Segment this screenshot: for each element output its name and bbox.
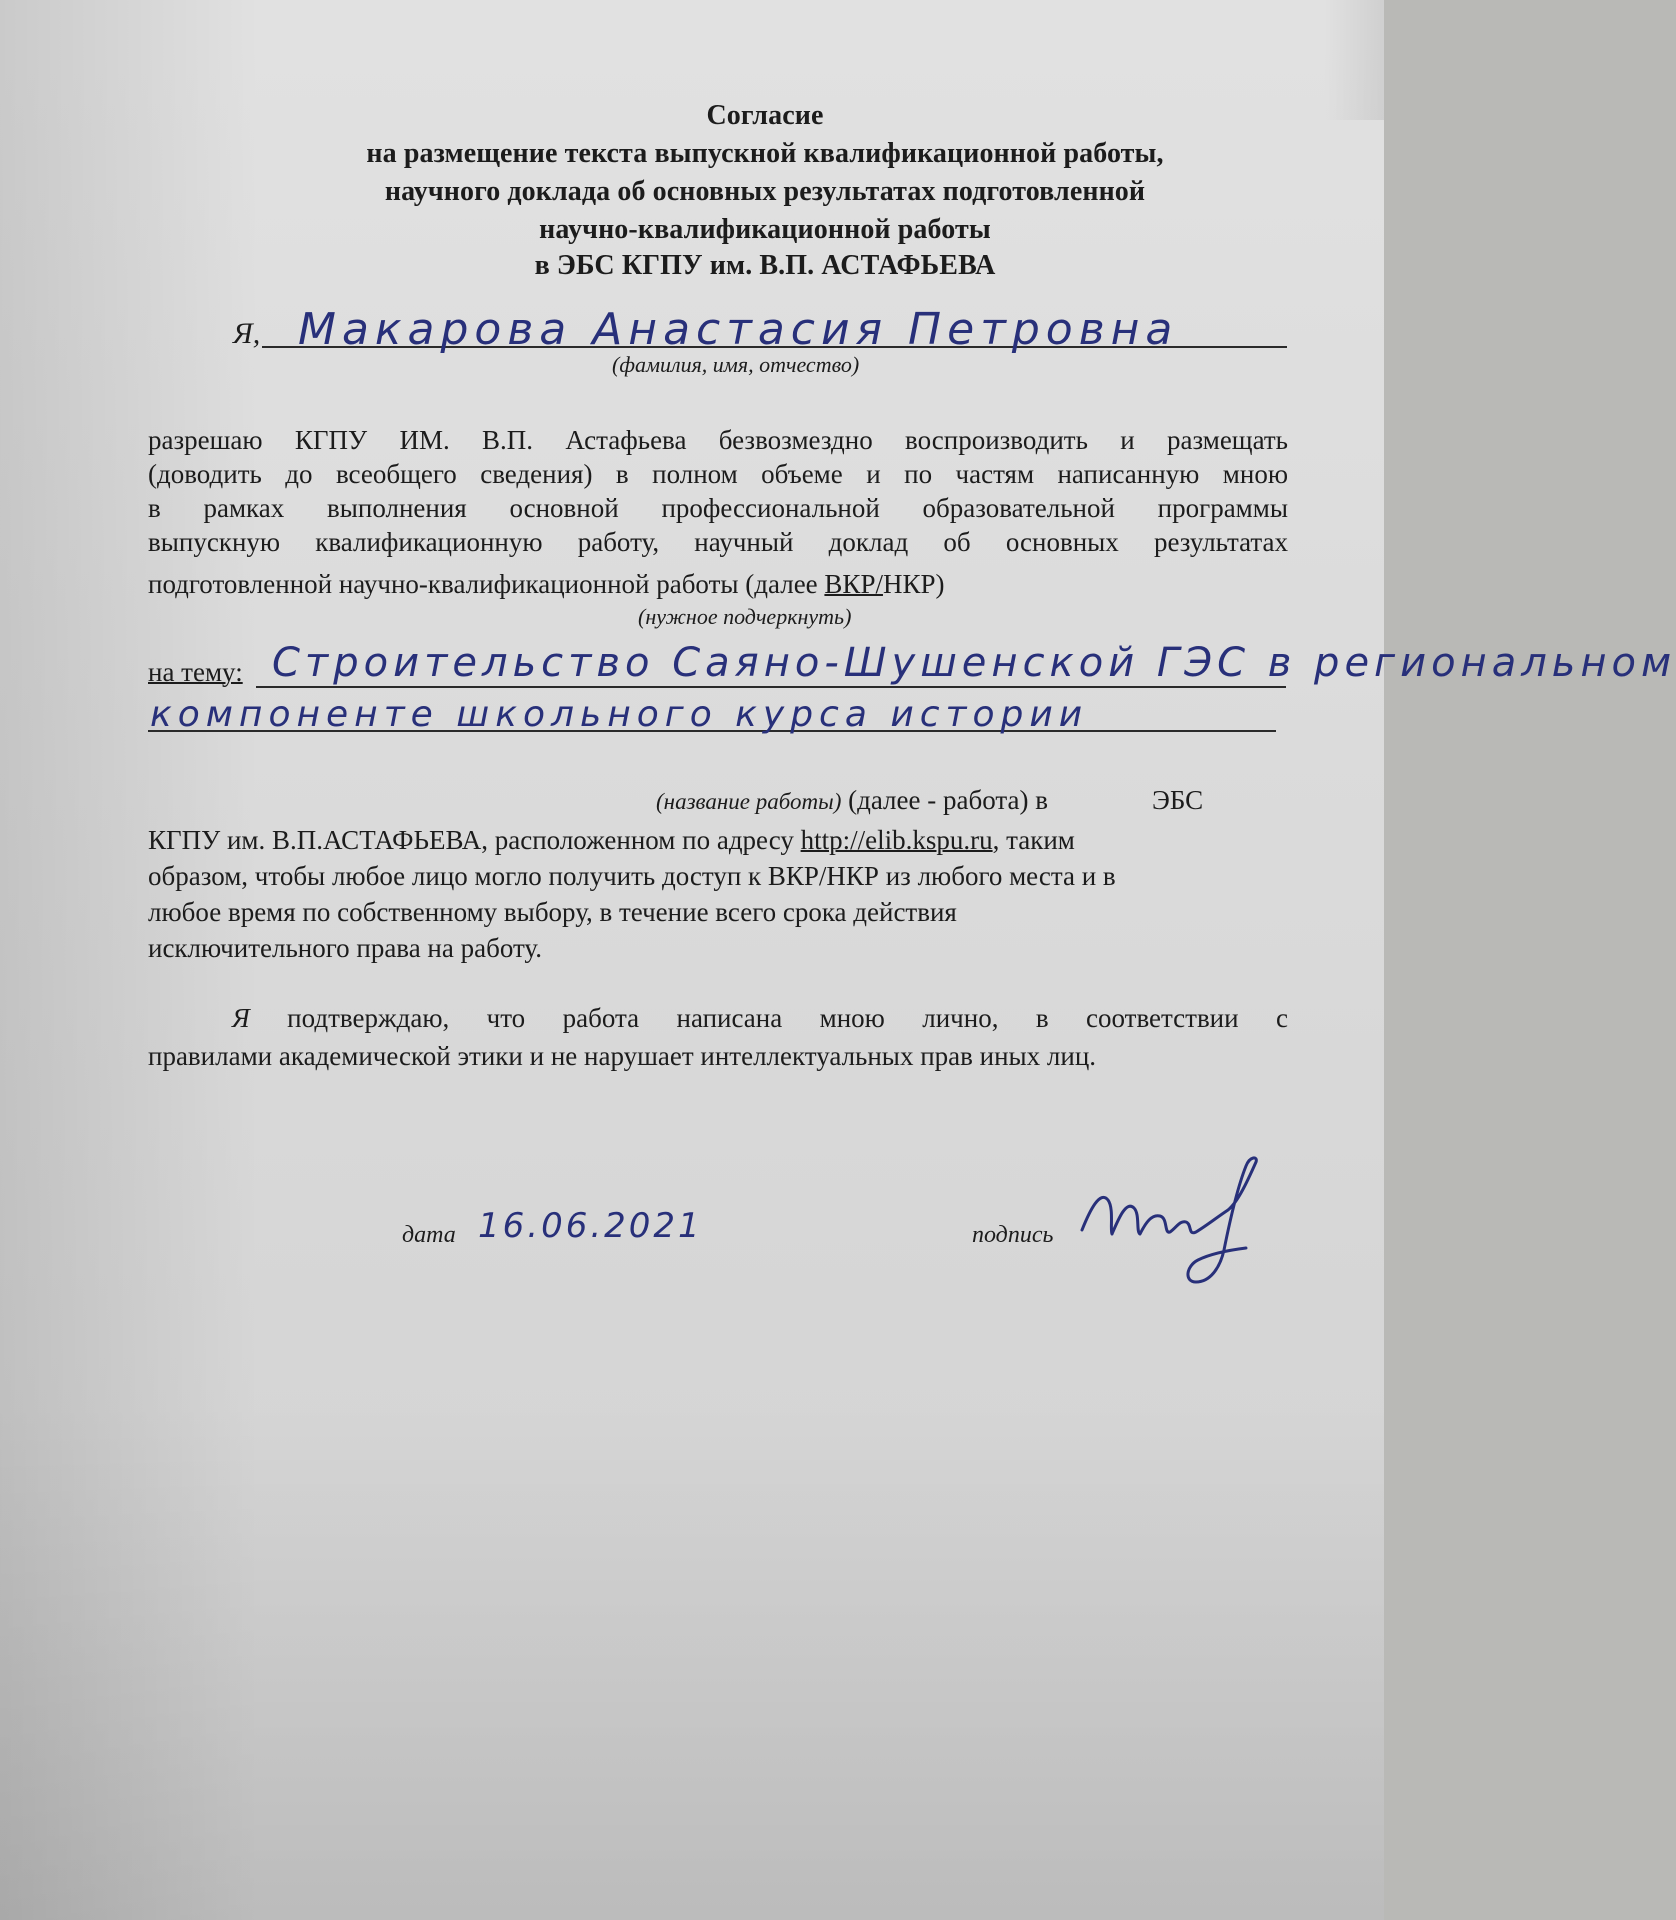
confirmation-line-1-text: подтверждаю, что работа написана мною лично, в соответствии с	[249, 1003, 1288, 1033]
title-line-5: в ЭБС КГПУ им. В.П. АСТАФЬЕВА	[534, 250, 996, 281]
signature-label: подпись	[972, 1222, 1054, 1248]
permission-line-5-end: НКР)	[882, 569, 945, 599]
permission-line-2: (доводить до всеобщего сведения) в полном объеме и по частям написанную мною	[148, 459, 1288, 489]
permission-line-5	[148, 568, 944, 600]
topic-label: на тему:	[148, 657, 243, 687]
permission-caption: (нужное подчеркнуть)	[638, 604, 852, 629]
permission-line-4: выпускную квалификационную работу, научный доклад об основных результатах	[148, 527, 1288, 557]
permission-line-5-start: подготовленной научно-квалификационной работы (далее	[148, 569, 825, 599]
confirmation-pronoun: Я	[232, 1003, 250, 1033]
name-caption: (фамилия, имя, отчество)	[612, 352, 860, 377]
placement-line-1-text: (далее - работа) в	[841, 785, 1048, 815]
placement-line-4: любое время по собственному выбору, в течение всего срока действия	[148, 897, 957, 927]
title-line-2: на размещение текста выпускной квалификационной работы,	[366, 138, 1164, 169]
date-label: дата	[402, 1222, 456, 1248]
handwritten-topic-line-2: компоненте школьного курса истории	[150, 694, 1089, 735]
work-title-caption: (название работы)	[656, 789, 842, 814]
confirmation-line-1	[232, 1002, 1288, 1034]
placement-line-2	[148, 824, 1075, 856]
handwritten-date: 16.06.2021	[478, 1206, 703, 1246]
placement-line-2-start: КГПУ им. В.П.АСТАФЬЕВА, расположенном по адресу	[148, 825, 801, 855]
placement-line-5: исключительного права на работу.	[148, 933, 542, 963]
handwritten-full-name: Макарова Анастасия Петровна	[298, 304, 1179, 355]
permission-underlined-vkr: ВКР/	[824, 569, 883, 599]
title-line-4: научно-квалификационной работы	[539, 214, 991, 245]
title-line-3: научного доклада об основных результатах подготовленной	[384, 176, 1146, 207]
permission-line-3: в рамках выполнения основной профессиональной образовательной программы	[148, 493, 1288, 523]
permission-line-1: разрешаю КГПУ ИМ. В.П. Астафьева безвозмездно воспроизводить и размещать	[148, 425, 1288, 455]
title-line-1: Согласие	[706, 100, 824, 131]
placement-line-1	[656, 784, 1048, 816]
topic-underline-1	[256, 686, 1286, 688]
confirmation-line-2: правилами академической этики и не нарушает интеллектуальных прав иных лиц.	[148, 1041, 1097, 1071]
handwritten-signature	[1070, 1150, 1270, 1300]
name-prefix: Я,	[233, 317, 261, 350]
placement-line-3: образом, чтобы любое лицо могло получить доступ к ВКР/НКР из любого места и в	[148, 861, 1116, 891]
placement-ebs-word: ЭБС	[1152, 785, 1204, 815]
elib-link[interactable]: http://elib.kspu.ru	[800, 825, 993, 855]
placement-line-2-end: , таким	[992, 825, 1075, 855]
handwritten-topic-line-1: Строительство Саяно-Шушенской ГЭС в региональном	[272, 640, 1676, 686]
page-shadow-bottom	[0, 1400, 1384, 1920]
